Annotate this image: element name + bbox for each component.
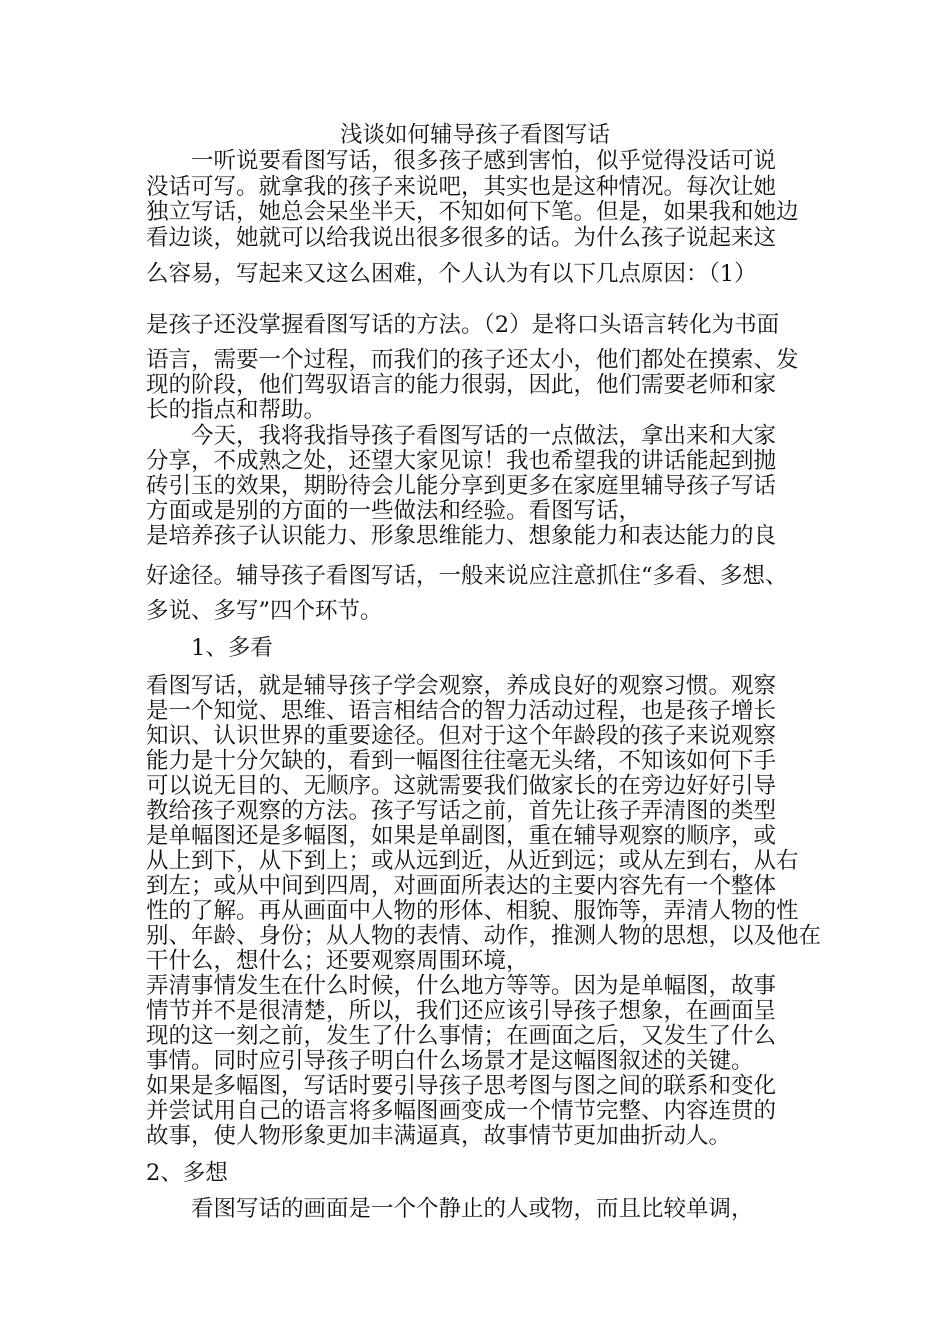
- paragraph-line: 没话可写。就拿我的孩子来说吧，其实也是这种情况。每次让她: [146, 174, 777, 200]
- paragraph-line: 分享，不成熟之处，还望大家见谅！我也希望我的讲话能起到抛: [146, 448, 777, 474]
- paragraph-line: 长的指点和帮助。: [146, 397, 327, 423]
- paragraph-line: 是一个知觉、思维、语言相结合的智力活动过程，也是孩子增长: [146, 698, 777, 724]
- paragraph-line: 从上到下，从下到上；或从远到近，从近到远；或从左到右，从右: [146, 848, 799, 874]
- paragraph-line: 如果是多幅图，写话时要引导孩子思考图与图之间的联系和变化: [146, 1073, 777, 1099]
- paragraph-line: 性的了解。再从画面中人物的形体、相貌、服饰等，弄清人物的性: [146, 898, 799, 924]
- paragraph-line: 好途径。辅导孩子看图写话，一般来说应注意抓住“多看、多想、: [146, 563, 788, 589]
- paragraph-line: 看图写话的画面是一个个静止的人或物，而且比较单调，: [146, 1196, 754, 1222]
- paragraph-line: 现的阶段，他们驾驭语言的能力很弱，因此，他们需要老师和家: [146, 372, 777, 398]
- paragraph-line: 看图写话，就是辅导孩子学会观察，养成良好的观察习惯。观察: [146, 673, 777, 699]
- section-heading-1: 1、多看: [146, 635, 273, 661]
- paragraph-line: 多说、多写”四个环节。: [146, 598, 383, 624]
- paragraph-line: 弄清事情发生在什么时候，什么地方等等。因为是单幅图，故事: [146, 973, 777, 999]
- paragraph-line: 是培养孩子认识能力、形象思维能力、想象能力和表达能力的良: [146, 523, 777, 549]
- paragraph-line: 今天，我将我指导孩子看图写话的一点做法，拿出来和大家: [146, 423, 777, 449]
- paragraph-line: 并尝试用自己的语言将多幅图画变成一个情节完整、内容连贯的: [146, 1098, 777, 1124]
- paragraph-line: 事情。同时应引导孩子明白什么场景才是这幅图叙述的关键。: [146, 1048, 754, 1074]
- paragraph-line: 语言，需要一个过程，而我们的孩子还太小，他们都处在摸索、发: [146, 347, 799, 373]
- paragraph-line: 一听说要看图写话，很多孩子感到害怕，似乎觉得没话可说: [146, 148, 777, 174]
- paragraph-line: 砖引玉的效果，期盼待会儿能分享到更多在家庭里辅导孩子写话: [146, 473, 777, 499]
- paragraph-line: 看边谈，她就可以给我说出很多很多的话。为什么孩子说起来这: [146, 225, 777, 251]
- paragraph-line: 干什么，想什么；还要观察周围环境，: [146, 948, 529, 974]
- paragraph-line: 教给孩子观察的方法。孩子写话之前，首先让孩子弄清图的类型: [146, 798, 777, 824]
- paragraph-line: 现的这一刻之前，发生了什么事情；在画面之后，又发生了什么: [146, 1023, 777, 1049]
- paragraph-line: 是单幅图还是多幅图，如果是单副图，重在辅导观察的顺序，或: [146, 823, 777, 849]
- paragraph-line: 故事，使人物形象更加丰满逼真，故事情节更加曲折动人。: [146, 1123, 732, 1149]
- paragraph-line: 知识、认识世界的重要途径。但对于这个年龄段的孩子来说观察: [146, 723, 777, 749]
- paragraph-line: 可以说无目的、无顺序。这就需要我们做家长的在旁边好好引导: [146, 773, 777, 799]
- document-title: 浅谈如何辅导孩子看图写话: [339, 122, 610, 148]
- paragraph-line: 到左；或从中间到四周，对画面所表达的主要内容先有一个整体: [146, 873, 777, 899]
- section-heading-2: 2、多想: [146, 1160, 228, 1186]
- paragraph-line: 独立写话，她总会呆坐半天，不知如何下笔。但是，如果我和她边: [146, 199, 799, 225]
- paragraph-line: 方面或是别的方面的一些做法和经验。看图写话，: [146, 498, 642, 524]
- paragraph-line: 能力是十分欠缺的，看到一幅图往往毫无头绪，不知该如何下手: [146, 748, 777, 774]
- paragraph-line: 是孩子还没掌握看图写话的方法。（2）是将口头语言转化为书面: [146, 312, 780, 338]
- paragraph-line: 情节并不是很清楚，所以，我们还应该引导孩子想象，在画面呈: [146, 998, 777, 1024]
- paragraph-line: 别、年龄、身份；从人物的表情、动作，推测人物的思想，以及他在: [146, 923, 822, 949]
- paragraph-line: 么容易，写起来又这么困难，个人认为有以下几点原因：（1）: [146, 261, 757, 287]
